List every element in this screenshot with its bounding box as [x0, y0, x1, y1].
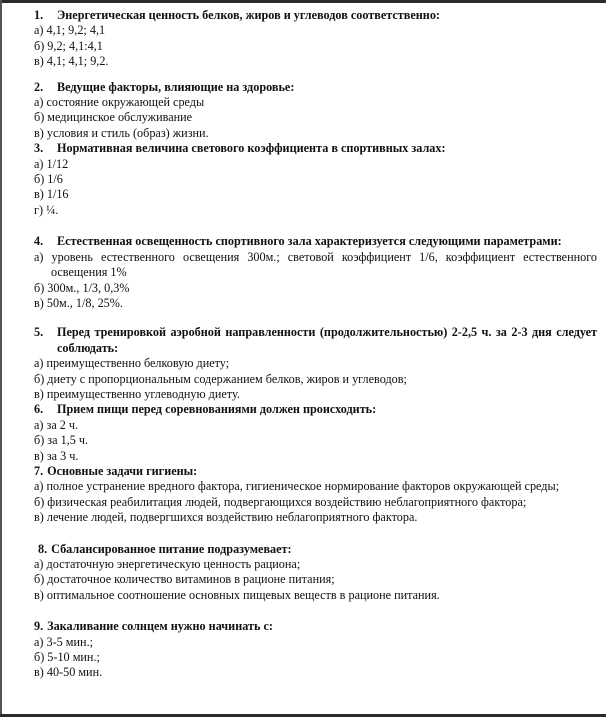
question-7 — [34, 464, 597, 526]
option: а) состояние окружающей среды — [34, 95, 205, 110]
question-number: 4. — [34, 234, 44, 249]
question-9 — [34, 619, 597, 681]
option: а) за 2 ч. — [34, 417, 79, 432]
option: б) 300м., 1/3, 0,3% — [34, 280, 130, 295]
option: в) 4,1; 4,1; 9,2. — [34, 54, 109, 69]
question-text: Закаливание солнцем нужно начинать с: — [47, 619, 273, 634]
question-text: Нормативная величина светового коэффициента в спортивных залах: — [57, 141, 446, 156]
option: б) физическая реабилитация людей, подвергающихся воздействию неблагоприятного фактора; — [34, 494, 527, 509]
question-3 — [34, 141, 597, 218]
option: в) преимущественно углеводную диету. — [34, 386, 240, 401]
question-text: Перед тренировкой аэробной направленности (продолжительностью) 2-2,5 ч. за 2-3 дня следует соблюдать: — [57, 325, 597, 355]
question-text: Естественная освещенность спортивного зала характеризуется следующими параметрами: — [57, 234, 562, 249]
question-text: Ведущие факторы, влияющие на здоровье: — [57, 79, 295, 94]
question-1 — [34, 8, 597, 70]
option: в) оптимальное соотношение основных пищевых веществ в рационе питания. — [34, 587, 440, 602]
question-number: 9. — [34, 619, 44, 634]
question-title — [34, 402, 597, 417]
question-title — [34, 234, 597, 249]
question-text: Прием пищи перед соревнованиями должен происходить: — [57, 402, 377, 417]
question-number: 2. — [34, 79, 44, 94]
option: в) лечение людей, подвергшихся воздействию неблагоприятного фактора. — [34, 510, 418, 525]
question-number: 6. — [34, 402, 44, 417]
option: в) 40-50 мин. — [34, 665, 103, 680]
option: а) уровень естественного освещения 300м.; световой коэффициент 1/6, коэффициент естественного освещения 1% — [34, 249, 597, 280]
question-title — [34, 141, 597, 156]
question-5 — [34, 325, 597, 402]
question-text: Сбалансированное питание подразумевает: — [51, 541, 292, 556]
question-text: Основные задачи гигиены: — [47, 463, 198, 478]
left-border — [0, 0, 2, 717]
question-number: 3. — [34, 141, 44, 156]
question-text: Энергетическая ценность белков, жиров и углеводов соответственно: — [57, 8, 440, 22]
quiz-document — [34, 8, 597, 681]
option: б) медицинское обслуживание — [34, 110, 193, 125]
question-number: 8. — [38, 541, 48, 556]
question-8 — [34, 542, 597, 604]
option: а) 1/12 — [34, 156, 69, 171]
option: а) 3-5 мин.; — [34, 634, 93, 649]
option: в) за 3 ч. — [34, 448, 79, 463]
option: г) ¼. — [34, 202, 59, 217]
question-title — [34, 8, 597, 23]
option: б) за 1,5 ч. — [34, 433, 89, 448]
option: в) 50м., 1/8, 25%. — [34, 295, 123, 310]
option: а) 4,1; 9,2; 4,1 — [34, 23, 106, 38]
option: б) достаточное количество витаминов в рационе питания; — [34, 572, 335, 587]
question-number: 5. — [34, 325, 44, 340]
option: а) достаточную энергетическую ценность рациона; — [34, 557, 301, 571]
option: б) 9,2; 4,1:4,1 — [34, 38, 103, 53]
question-title — [34, 619, 597, 634]
option: а) полное устранение вредного фактора, гигиеническое нормирование факторов окружающей среды; — [34, 479, 560, 494]
question-title — [34, 325, 597, 356]
option: б) диету с пропорциональным содержанием белков, жиров и углеводов; — [34, 371, 407, 386]
question-4 — [34, 234, 597, 311]
question-number: 1. — [34, 8, 44, 22]
option: б) 1/6 — [34, 172, 63, 187]
question-2 — [34, 80, 597, 142]
question-title — [34, 464, 597, 479]
option: в) 1/16 — [34, 187, 69, 202]
top-border — [0, 0, 606, 3]
question-title — [34, 542, 597, 557]
option: б) 5-10 мин.; — [34, 650, 100, 665]
option: в) условия и стиль (образ) жизни. — [34, 125, 209, 140]
option: а) преимущественно белковую диету; — [34, 356, 230, 371]
question-number: 7. — [34, 463, 44, 478]
question-title — [34, 80, 597, 95]
question-6 — [34, 402, 597, 464]
